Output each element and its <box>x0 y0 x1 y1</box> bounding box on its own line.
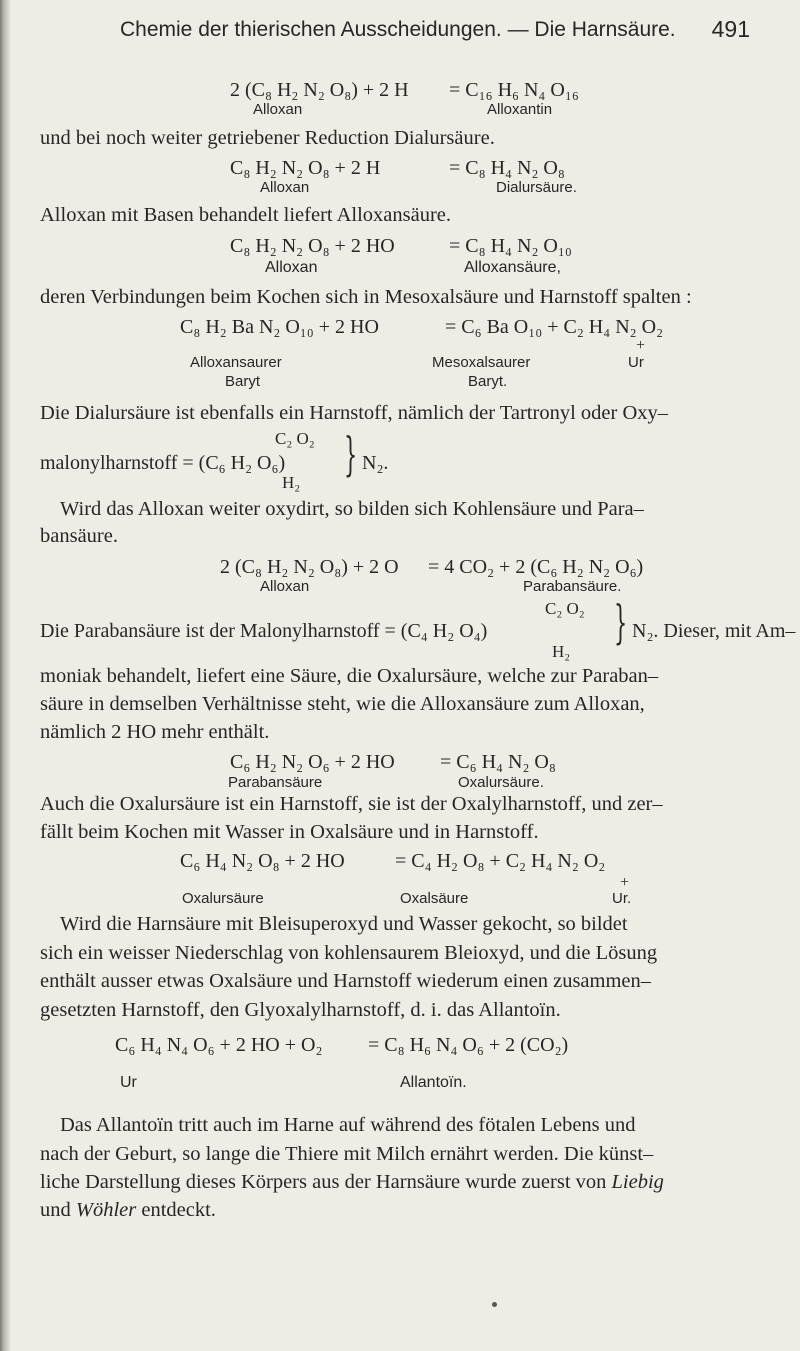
equation-rhs: = C₁₆ H₆ N₄ O₁₆ <box>449 79 579 101</box>
print-speck <box>492 1302 497 1307</box>
paragraph-line: nämlich 2 HO mehr enthält. <box>40 721 270 743</box>
equation-rhs: = C₄ H₂ O₈ + C₂ H₄ N₂ O₂ <box>395 850 606 872</box>
compound-label: Alloxansaurer <box>190 354 282 371</box>
paragraph-line: fällt beim Kochen mit Wasser in Oxalsäure und in Harnstoff. <box>40 821 539 843</box>
equation-lhs: 2 (C₈ H₂ N₂ O₈) + 2 O <box>220 556 399 578</box>
paragraph-line <box>40 1171 664 1194</box>
formula-top-group: C₂ O₂ <box>545 599 585 618</box>
formula-suffix: N₂. Dieser, mit Am– <box>632 620 796 642</box>
author-name: Wöhler <box>75 1199 137 1221</box>
equation-rhs: = C₈ H₄ N₂ O₁₀ <box>449 235 572 257</box>
paragraph-text: liche Darstellung dieses Körpers aus der Harnsäure wurde zuerst von <box>40 1171 607 1193</box>
paragraph-line: Die Dialursäure ist ebenfalls ein Harnstoff, nämlich der Tartronyl oder Oxy– <box>40 402 668 424</box>
paragraph-text: und <box>40 1199 71 1221</box>
equation-lhs: 2 (C₈ H₂ N₂ O₈) + 2 H <box>230 79 409 101</box>
paragraph-line: und bei noch weiter getriebener Reduction Dialursäure. <box>40 127 495 149</box>
paragraph-line <box>40 1199 216 1222</box>
formula-bottom-group: H₂ <box>282 473 301 492</box>
compound-label: Oxalursäure <box>182 890 264 907</box>
paragraph-line: Wird das Alloxan weiter oxydirt, so bilden sich Kohlensäure und Para– <box>60 498 644 520</box>
equation-rhs: = C₈ H₄ N₂ O₈ <box>449 157 565 179</box>
structural-formula-malonylharnstoff <box>40 593 796 663</box>
compound-label: Oxalsäure <box>400 890 469 907</box>
running-title: Chemie der thierischen Ausscheidungen. — Die Harnsäure. <box>120 18 676 41</box>
formula-top-group: C₂ O₂ <box>275 429 315 448</box>
compound-label: Ur. <box>612 890 632 907</box>
equation-lhs: C₈ H₂ N₂ O₈ + 2 HO <box>230 235 395 257</box>
paragraph-line: bansäure. <box>40 525 118 547</box>
paragraph-line: deren Verbindungen beim Kochen sich in Mesoxalsäure und Harnstoff spalten : <box>40 286 692 308</box>
author-name: Liebig <box>611 1171 664 1193</box>
paragraph-line: säure in demselben Verhältnisse steht, wie die Alloxansäure zum Alloxan, <box>40 693 645 715</box>
paragraph-line: sich ein weisser Niederschlag von kohlensaurem Bleioxyd, und die Lösung <box>40 942 658 964</box>
formula-suffix: N₂. <box>362 452 389 474</box>
formula-prefix: Die Parabansäure ist der Malonylharnstoff = (C₄ H₂ O₄) <box>40 620 488 642</box>
compound-label: Ur <box>628 354 644 371</box>
compound-label: Baryt. <box>468 373 508 390</box>
compound-label: Parabansäure <box>228 774 323 791</box>
compound-label: Mesoxalsaurer <box>432 354 531 371</box>
equation-lhs: C₆ H₄ N₂ O₈ + 2 HO <box>180 850 345 872</box>
equation-lhs: C₆ H₄ N₄ O₆ + 2 HO + O₂ <box>115 1034 323 1056</box>
paragraph-line: moniak behandelt, liefert eine Säure, die Oxalursäure, welche zur Paraban– <box>40 665 659 687</box>
paragraph-line: Wird die Harnsäure mit Bleisuperoxyd und Wasser gekocht, so bildet <box>60 913 628 935</box>
paragraph-line: gesetzten Harnstoff, den Glyoxalylharnstoff, d. i. das Allantoïn. <box>40 999 561 1021</box>
compound-label: Baryt <box>225 373 261 390</box>
compound-label: Alloxan <box>260 578 310 595</box>
formula-prefix: malonylharnstoff = (C₆ H₂ O₆) <box>40 452 286 474</box>
page-binding-edge <box>0 0 10 1351</box>
equation-rhs: = C₈ H₆ N₄ O₆ + 2 (CO₂) <box>368 1034 569 1056</box>
formula-bottom-group: H₂ <box>552 642 571 661</box>
paragraph-line: Das Allantoïn tritt auch im Harne auf während des fötalen Lebens und <box>60 1114 636 1136</box>
compound-label: Dialursäure. <box>496 179 577 196</box>
equation-lhs: C₈ H₂ Ba N₂ O₁₀ + 2 HO <box>180 316 379 338</box>
compound-label: Allantoïn. <box>400 1074 467 1091</box>
compound-label: Alloxan <box>265 259 318 276</box>
paragraph-line: Auch die Oxalursäure ist ein Harnstoff, sie ist der Oxalylharnstoff, und zer– <box>40 793 663 815</box>
equation-rhs: = C₆ Ba O₁₀ + C₂ H₄ N₂ O₂ <box>445 316 664 338</box>
compound-label: Parabansäure. <box>523 578 622 595</box>
compound-label: Ur <box>120 1074 137 1091</box>
compound-label: Alloxan <box>253 101 303 118</box>
compound-label: Alloxantin <box>487 101 553 118</box>
paragraph-line: nach der Geburt, so lange die Thiere mit Milch ernährt werden. Die künst– <box>40 1143 654 1165</box>
paragraph-line: Alloxan mit Basen behandelt liefert Alloxansäure. <box>40 204 452 226</box>
brace-glyph: } <box>344 427 358 481</box>
compound-label: Alloxansäure, <box>464 259 561 276</box>
equation-lhs: C₈ H₂ N₂ O₈ + 2 H <box>230 157 381 179</box>
structural-formula-oxymalonylharnstoff <box>40 425 740 495</box>
plus-sign: + <box>636 337 646 354</box>
brace-glyph: } <box>614 595 628 649</box>
plus-sign: + <box>620 874 630 891</box>
compound-label: Oxalursäure. <box>458 774 544 791</box>
page-header <box>120 14 750 50</box>
equation-lhs: C₆ H₂ N₂ O₆ + 2 HO <box>230 751 395 773</box>
page-number: 491 <box>711 16 750 42</box>
paragraph-text: entdeckt. <box>141 1199 216 1221</box>
compound-label: Alloxan <box>260 179 310 196</box>
paragraph-line: enthält ausser etwas Oxalsäure und Harnstoff wiederum einen zusammen– <box>40 970 652 992</box>
equation-rhs: = 4 CO₂ + 2 (C₆ H₂ N₂ O₆) <box>428 556 644 578</box>
equation-rhs: = C₆ H₄ N₂ O₈ <box>440 751 556 773</box>
